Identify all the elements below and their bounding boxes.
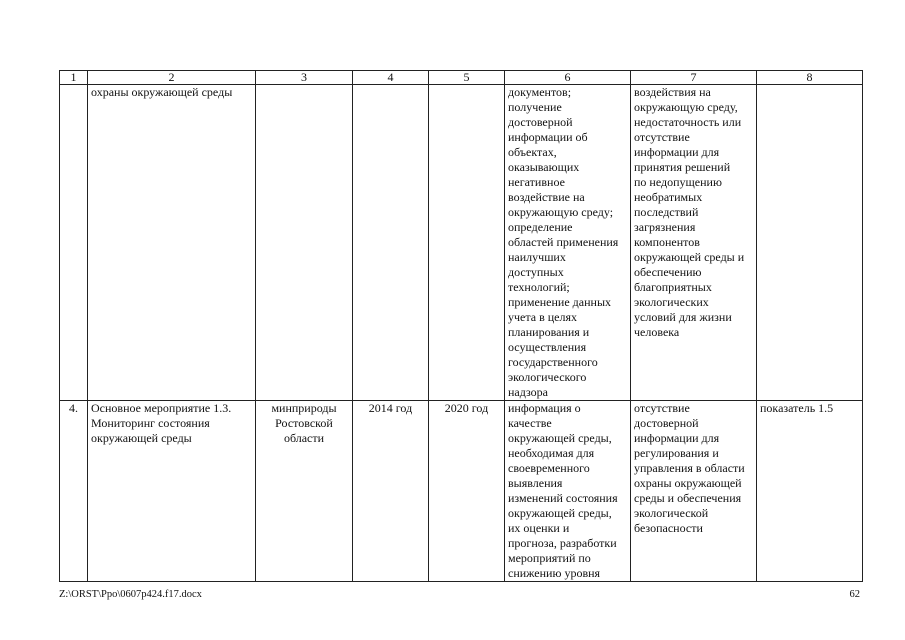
column-header: 7 xyxy=(631,71,757,85)
row-number-cell: 4. xyxy=(60,401,88,582)
page-number: 62 xyxy=(849,589,860,600)
activity-name-cell: охраны окружающей среды xyxy=(88,85,256,401)
column-header: 4 xyxy=(353,71,429,85)
table-row xyxy=(60,401,863,582)
column-header: 1 xyxy=(60,71,88,85)
column-header: 6 xyxy=(505,71,631,85)
expected-result-cell: информация о качестве окружающей среды, необходимая для своевременного выявления изменений состояния окружающей среды, их оценки и прогноза, разработки мероприятий по снижению уровня xyxy=(505,401,631,582)
activity-name-cell: Основное мероприятие 1.3. Мониторинг состояния окружающей среды xyxy=(88,401,256,582)
indicator-link-cell xyxy=(757,85,863,401)
executor-cell: минприроды Ростовской области xyxy=(256,401,353,582)
end-year-cell xyxy=(429,85,505,401)
column-header: 5 xyxy=(429,71,505,85)
start-year-cell: 2014 год xyxy=(353,401,429,582)
column-number-row xyxy=(60,71,863,85)
start-year-cell xyxy=(353,85,429,401)
indicator-link-cell: показатель 1.5 xyxy=(757,401,863,582)
column-header: 2 xyxy=(88,71,256,85)
footer-file-path: Z:\ORST\Ppo\0607p424.f17.docx xyxy=(59,589,202,600)
column-header: 8 xyxy=(757,71,863,85)
program-table xyxy=(59,70,863,582)
row-number-cell xyxy=(60,85,88,401)
table-row xyxy=(60,85,863,401)
executor-cell xyxy=(256,85,353,401)
consequences-cell: отсутствие достоверной информации для регулирования и управления в области охраны окружающей среды и обеспечения экологической безопасности xyxy=(631,401,757,582)
expected-result-cell: документов; получение достоверной информации об объектах, оказывающих негативное воздействие на окружающую среду; определение областей применения наилучших доступных технологий; применение данных учета в целях планирования и осуществления государственного экологического надзора xyxy=(505,85,631,401)
end-year-cell: 2020 год xyxy=(429,401,505,582)
consequences-cell: воздействия на окружающую среду, недостаточность или отсутствие информации для принятия решений по недопущению необратимых последствий загрязнения компонентов окружающей среды и обеспечению благоприятных экологических условий для жизни человека xyxy=(631,85,757,401)
column-header: 3 xyxy=(256,71,353,85)
